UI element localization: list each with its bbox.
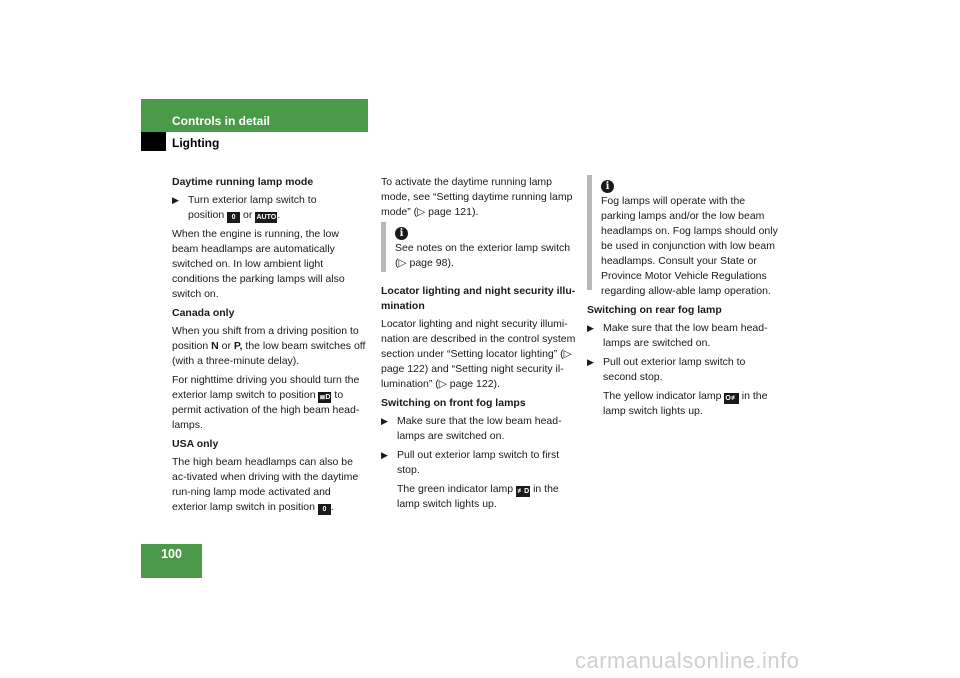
note-bar xyxy=(381,222,386,272)
switch-position-0-icon: 0 xyxy=(227,212,240,223)
triangle-right-icon: ▶ xyxy=(172,195,179,205)
paragraph: For nighttime driving you should turn the exterior lamp switch to position ≣D to permit activation of the high beam head-lamps. xyxy=(172,374,360,431)
triangle-right-icon: ▶ xyxy=(381,416,388,426)
heading-front-fog: Switching on front fog lamps xyxy=(381,397,526,409)
heading-daytime-running: Daytime running lamp mode xyxy=(172,176,314,188)
paragraph: Locator lighting and night security illumi-nation are described in the control system section under “Setting locator lighting” (▷ page 122) and “Setting night security il-lumination” (▷ page 122). xyxy=(381,318,576,390)
list-item: ▶ Pull out exterior lamp switch to second stop. xyxy=(587,356,746,383)
heading-canada-only: Canada only xyxy=(172,307,235,319)
heading-locator-lighting: Locator lighting and night security illu-mination xyxy=(381,285,576,312)
column-2-lower xyxy=(381,284,576,516)
paragraph: When you shift from a driving position to position N or P, the low beam switches off (with a three-minute delay). xyxy=(172,325,366,367)
switch-position-0-icon: 0 xyxy=(318,504,331,515)
list-item: ▶ Pull out exterior lamp switch to first stop. xyxy=(381,449,560,476)
column-3 xyxy=(587,303,782,423)
note-bar xyxy=(587,175,592,290)
switch-auto-icon: AUTO xyxy=(256,214,277,221)
list-item: ▶ Make sure that the low beam head-lamps are switched on. xyxy=(587,322,768,349)
note-text: See notes on the exterior lamp switch (▷ page 98). xyxy=(395,242,571,269)
high-beam-icon: ≣D xyxy=(319,394,331,401)
info-note xyxy=(381,222,576,272)
paragraph: The high beam headlamps can also be ac-tivated when driving with the daytime run-ning lamp mode activated and exterior lamp switch in position 0 . xyxy=(172,456,359,513)
heading-rear-fog: Switching on rear fog lamp xyxy=(587,304,722,316)
rear-fog-lamp-icon: O≢ xyxy=(725,395,738,402)
watermark: carmanualsonline.info xyxy=(575,648,800,673)
list-item: ▶ Make sure that the low beam head-lamps are switched on. xyxy=(381,415,562,442)
paragraph: To activate the daytime running lamp mode, see “Setting daytime running lamp mode” (▷ page 121). xyxy=(381,176,573,218)
section-title: Lighting xyxy=(172,136,220,150)
paragraph: When the engine is running, the low beam headlamps are automatically switched on. In low ambient light conditions the parking lamps will also switch on. xyxy=(172,228,345,300)
column-1 xyxy=(172,175,367,519)
triangle-right-icon: ▶ xyxy=(381,450,388,460)
triangle-right-icon: ▶ xyxy=(587,323,594,333)
page-number: 100 xyxy=(161,547,182,561)
info-note xyxy=(587,175,782,297)
info-icon: i xyxy=(601,180,614,193)
front-fog-lamp-icon: ≢D xyxy=(517,488,530,495)
info-icon: i xyxy=(395,227,408,240)
list-item-detail: The green indicator lamp ≢D in the lamp switch lights up. xyxy=(397,483,559,510)
header-marker xyxy=(141,132,166,151)
list-item: ▶ Turn exterior lamp switch to position 0 or AUTO. xyxy=(172,194,317,221)
heading-usa-only: USA only xyxy=(172,438,219,450)
column-2 xyxy=(381,175,576,224)
list-item-detail: The yellow indicator lamp O≢ in the lamp switch lights up. xyxy=(603,390,768,417)
triangle-right-icon: ▶ xyxy=(587,357,594,367)
note-text: Fog lamps will operate with the parking lamps and/or the low beam headlamps on. Fog lamps should only be used in conjunction with low beam headlamps. Consult your State or Province Motor Vehicle Regulations regarding allow-able lamp operation. xyxy=(601,195,778,297)
chapter-title: Controls in detail xyxy=(172,114,271,128)
